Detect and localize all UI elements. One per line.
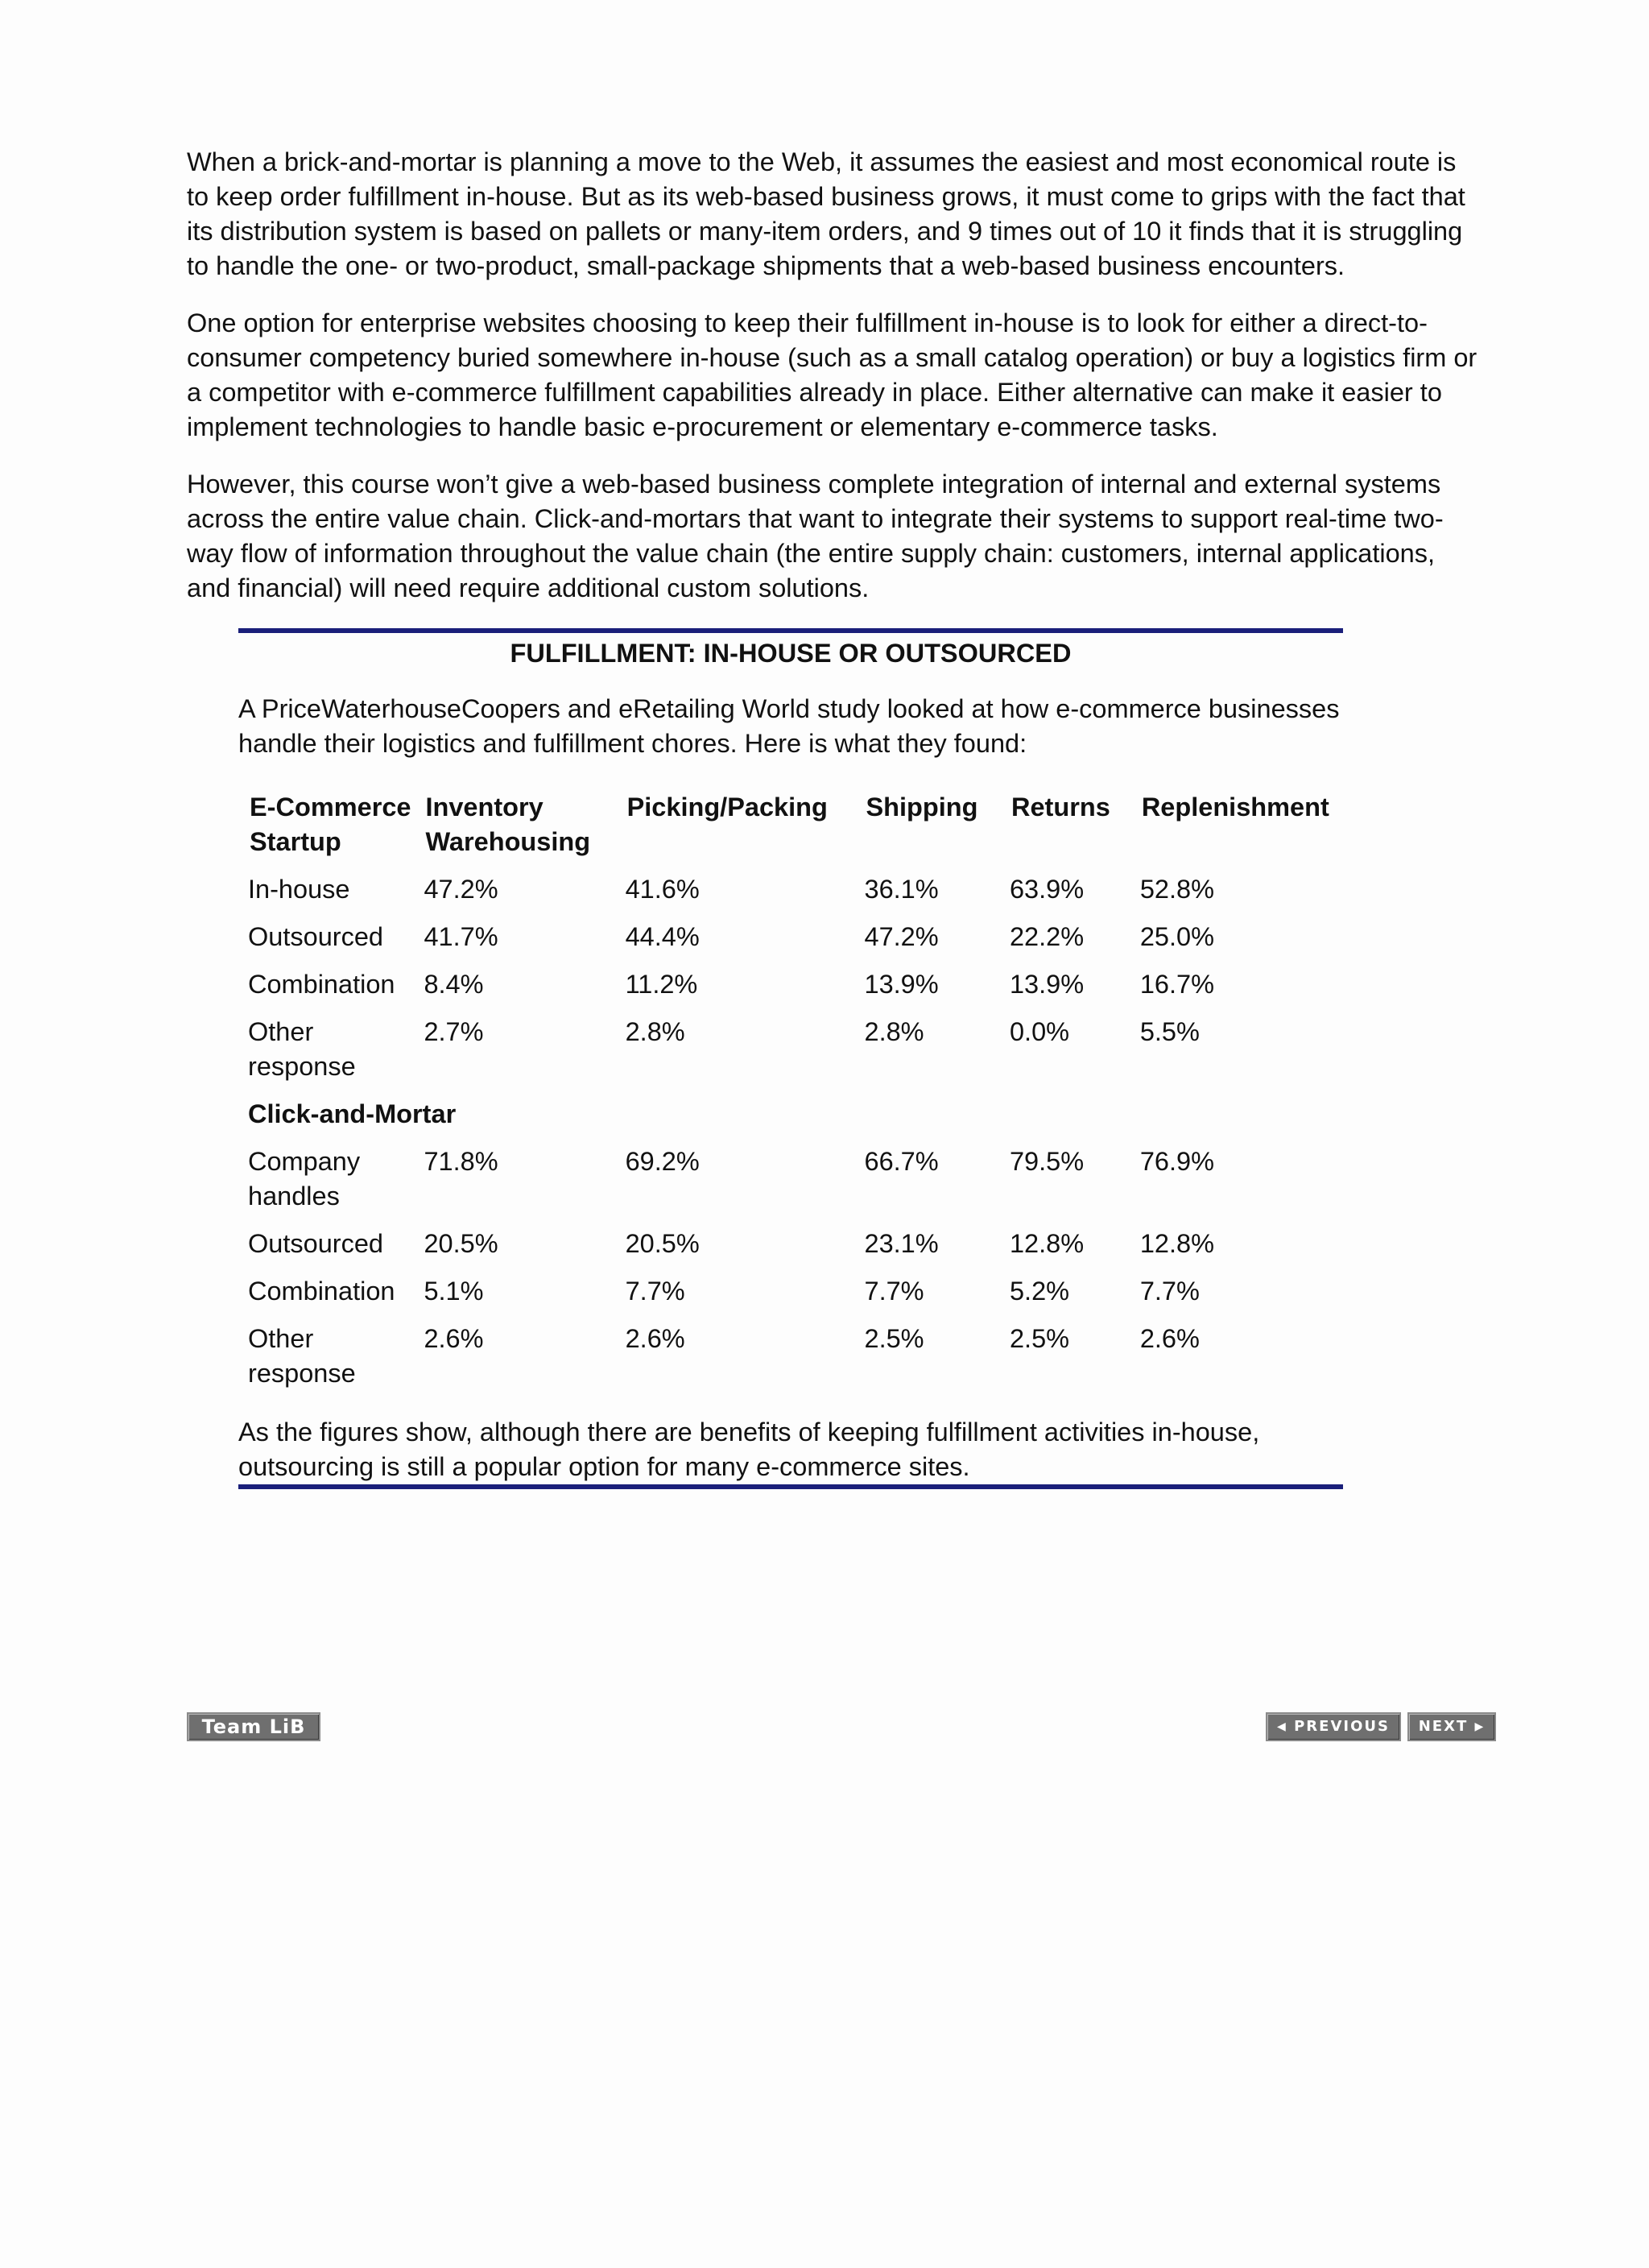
table-cell: 47.2% — [424, 875, 498, 904]
table-cell: Combination — [248, 970, 395, 999]
table-header-cell: E-Commerce Startup — [250, 793, 411, 856]
table-cell: Combination — [248, 1277, 395, 1306]
arrow-right-icon: ▶ — [1474, 1720, 1486, 1733]
table-row — [246, 1015, 1343, 1097]
table-cell: 63.9% — [1009, 875, 1085, 904]
table-row — [246, 967, 1343, 1015]
table-cell: 5.2% — [1009, 1277, 1070, 1306]
table-header-cell: Replenishment — [1141, 793, 1329, 822]
fulfillment-table — [246, 790, 1343, 1404]
table-cell: 16.7% — [1139, 970, 1214, 999]
table-cell: 13.9% — [1009, 970, 1085, 999]
table-cell: 11.2% — [625, 970, 698, 999]
table-group-label: Click-and-Mortar — [248, 1099, 457, 1128]
table-cell: 36.1% — [864, 875, 939, 904]
arrow-left-icon: ◀ — [1277, 1720, 1287, 1733]
table-cell: 8.4% — [424, 970, 484, 999]
table-cell: 66.7% — [864, 1147, 939, 1176]
body-paragraph: One option for enterprise websites choosing to keep their fulfillment in-house is to look for either a direct-to-consumer competency buried somewhere in-house (such as a small catalog operation) or buy a logistics firm or a competitor with e-commerce fulfillment capabilities already in place. Either alternative can make it easier to implement technologies to handle basic e-procurement or elementary e-commerce tasks. — [187, 308, 1477, 441]
table-cell: 2.8% — [864, 1017, 924, 1046]
table-cell: In-house — [248, 875, 350, 904]
sidebar-intro: A PriceWaterhouseCoopers and eRetailing World study looked at how e-commerce businesses handle their logistics and fulfillment chores. Here is what they found: — [238, 694, 1340, 758]
table-cell: 5.5% — [1139, 1017, 1200, 1046]
table-group-row — [246, 1097, 1343, 1144]
sidebar-bottom-rule — [238, 1484, 1343, 1489]
sidebar-top-rule — [238, 628, 1343, 633]
table-cell: 7.7% — [1139, 1277, 1200, 1306]
table-cell: 2.6% — [625, 1324, 685, 1353]
table-cell: 71.8% — [424, 1147, 498, 1176]
table-row — [246, 1322, 1343, 1404]
table-cell: 7.7% — [625, 1277, 685, 1306]
table-cell: Outsourced — [248, 1229, 384, 1258]
table-cell: 2.8% — [625, 1017, 685, 1046]
table-row — [246, 920, 1343, 967]
table-cell: 2.5% — [864, 1324, 924, 1353]
sidebar-title: FULFILLMENT: IN-HOUSE OR OUTSOURCED — [510, 639, 1072, 668]
table-cell: 44.4% — [625, 922, 700, 951]
table-cell: 41.7% — [424, 922, 498, 951]
table-cell: Company handles — [248, 1147, 361, 1211]
table-cell: 22.2% — [1009, 922, 1085, 951]
table-row — [246, 1227, 1343, 1274]
table-cell: 12.8% — [1009, 1229, 1085, 1258]
table-cell: 52.8% — [1139, 875, 1214, 904]
table-cell: 76.9% — [1139, 1147, 1214, 1176]
next-label: NEXT — [1418, 1718, 1469, 1735]
table-cell: 23.1% — [864, 1229, 939, 1258]
table-row — [246, 1144, 1343, 1227]
table-cell: 13.9% — [864, 970, 939, 999]
table-cell: 41.6% — [625, 875, 700, 904]
table-header-cell: Picking/Packing — [626, 793, 828, 822]
table-cell: 69.2% — [625, 1147, 700, 1176]
previous-button[interactable] — [1266, 1712, 1401, 1741]
table-cell: 5.1% — [424, 1277, 484, 1306]
table-cell: 25.0% — [1139, 922, 1214, 951]
table-cell: Outsourced — [248, 922, 384, 951]
table-cell: 79.5% — [1009, 1147, 1085, 1176]
page-content — [187, 145, 1483, 1489]
table-row — [246, 872, 1343, 920]
table-cell: 7.7% — [864, 1277, 924, 1306]
table-header-row — [246, 790, 1343, 872]
sidebar-closing: As the figures show, although there are benefits of keeping fulfillment activities in-house, outsourcing is still a popular option for many e-commerce sites. — [238, 1418, 1260, 1481]
table-cell: 20.5% — [424, 1229, 498, 1258]
next-button[interactable] — [1407, 1712, 1496, 1741]
table-cell: 2.6% — [1139, 1324, 1200, 1353]
table-cell: 0.0% — [1009, 1017, 1070, 1046]
table-cell: 20.5% — [625, 1229, 700, 1258]
previous-label: PREVIOUS — [1294, 1718, 1390, 1735]
table-cell: 47.2% — [864, 922, 939, 951]
table-cell: 2.6% — [424, 1324, 484, 1353]
table-header-cell: Inventory Warehousing — [425, 793, 591, 856]
table-header-cell: Shipping — [866, 793, 978, 822]
body-paragraph: When a brick-and-mortar is planning a move to the Web, it assumes the easiest and most economical route is to keep order fulfillment in-house. But as its web-based business grows, it must come to grips with the fact that its distribution system is based on pallets or many-item orders, and 9 times out of 10 it finds that it is struggling to handle the one- or two-product, small-package shipments that a web-based business encounters. — [187, 147, 1465, 280]
table-cell: 2.7% — [424, 1017, 484, 1046]
table-cell: Other response — [248, 1017, 356, 1081]
table-cell: 12.8% — [1139, 1229, 1214, 1258]
body-paragraph: However, this course won’t give a web-based business complete integration of internal and external systems across the entire value chain. Click-and-mortars that want to integrate their systems to support real-time two-way flow of information throughout the value chain (the entire supply chain: customers, internal applications, and financial) will need require additional custom solutions. — [187, 470, 1444, 602]
table-header-cell: Returns — [1010, 793, 1110, 822]
table-cell: Other response — [248, 1324, 356, 1388]
table-row — [246, 1274, 1343, 1322]
table-cell: 2.5% — [1009, 1324, 1070, 1353]
team-lib-button[interactable]: Team LiB — [187, 1712, 320, 1741]
sidebar-box — [238, 628, 1343, 1489]
page-nav-bar — [187, 1712, 1496, 1744]
